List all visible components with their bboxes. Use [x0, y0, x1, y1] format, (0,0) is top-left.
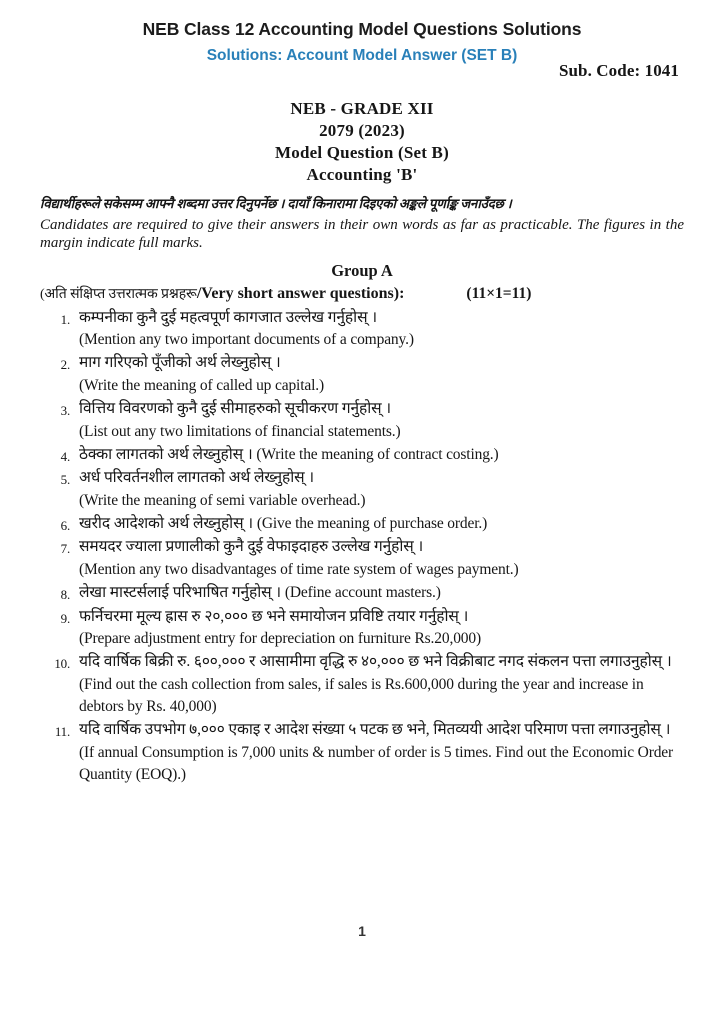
question-row	[40, 582, 684, 605]
page-number: 1	[358, 923, 366, 939]
question-body	[79, 536, 684, 581]
question-number: 2.	[60, 357, 70, 373]
question-type-english: Very short answer questions):	[201, 284, 405, 302]
question-text-nepali: यदि वार्षिक बिक्री रु. ६००,००० र आसामीमा वृद्धि रु ४०,००० छ भने विक्रीबाट नगद संकलन पत्ता लगाउनुहोस् ।	[79, 653, 672, 671]
question-number: 8.	[60, 587, 70, 603]
question-body	[79, 307, 684, 352]
question-row	[40, 352, 684, 397]
question-number: 10.	[54, 656, 70, 672]
question-text-english: (If annual Consumption is 7,000 units & number of order is 5 times. Find out the Economic Order Quantity (EOQ).)	[79, 743, 674, 783]
question-text-nepali: वित्तिय विवरणको कुनै दुई सीमाहरुको सूचीकरण गर्नुहोस् ।	[79, 399, 392, 417]
question-text-english: (Mention any two disadvantages of time rate system of wages payment.)	[79, 561, 519, 579]
question-row	[40, 606, 684, 651]
question-body	[79, 719, 684, 786]
question-type-nepali: (अति संक्षिप्त उत्तरात्मक प्रश्नहरू	[40, 286, 197, 302]
question-number: 4.	[60, 448, 70, 464]
question-body	[79, 444, 684, 467]
exam-subject: Accounting 'B'	[306, 164, 418, 184]
question-text-english: (Prepare adjustment entry for depreciation on furniture Rs.20,000)	[79, 630, 482, 648]
question-text-nepali: खरीद आदेशको अर्थ लेख्नुहोस् ।	[79, 514, 254, 532]
question-text-english: (Write the meaning of semi variable overhead.)	[79, 491, 366, 509]
question-number: 3.	[60, 402, 70, 418]
question-body	[79, 398, 684, 443]
question-number: 6.	[60, 517, 70, 533]
question-text-english: (Write the meaning of called up capital.)	[79, 376, 324, 394]
question-body	[79, 513, 684, 536]
question-body	[79, 651, 684, 718]
question-type-row	[40, 284, 684, 303]
group-marks: (11×1=11)	[466, 284, 532, 302]
question-row	[40, 467, 684, 512]
question-text-inline	[79, 582, 684, 605]
question-text-english: (Define account masters.)	[284, 584, 441, 602]
question-text-nepali: फर्निचरमा मूल्य ह्रास रु २०,००० छ भने समायोजन प्रविष्टि तयार गर्नुहोस् ।	[79, 607, 469, 625]
question-body	[79, 352, 684, 397]
exam-title-block	[40, 98, 684, 185]
question-type-separator: /	[196, 284, 202, 302]
group-heading: Group A	[331, 260, 393, 280]
instruction-english: Candidates are required to give their answers in their own words as far as practicable. The figures in the margin indicate full marks.	[40, 217, 684, 252]
question-text-english: (Mention any two important documents of a company.)	[79, 331, 414, 349]
question-text-nepali: कम्पनीका कुनै दुई महत्वपूर्ण कागजात उल्लेख गर्नुहोस् ।	[79, 308, 377, 326]
site-title: NEB Class 12 Accounting Model Questions Solutions	[142, 19, 582, 39]
instruction-nepali: विद्यार्थीहरूले सकेसम्म आफ्नै शब्दमा उत्तर दिनुपर्नेछ । दायाँ किनारामा दिइएको अङ्कले पूर्णाङ्क जनाउँदछ ।	[40, 196, 512, 212]
question-number: 5.	[60, 472, 70, 488]
exam-paper-set: Model Question (Set B)	[275, 142, 449, 162]
question-number: 1.	[60, 311, 70, 327]
exam-board-grade: NEB - GRADE XII	[290, 99, 434, 119]
question-text-nepali: माग गरिएको पूँजीको अर्थ लेख्नुहोस् ।	[79, 354, 281, 372]
question-row	[40, 536, 684, 581]
question-text-inline	[79, 513, 684, 536]
question-row	[40, 513, 684, 536]
question-text-nepali: लेखा मास्टर्सलाई परिभाषित गर्नुहोस् ।	[79, 584, 282, 602]
question-row	[40, 444, 684, 467]
question-number: 7.	[60, 541, 70, 557]
question-body	[79, 582, 684, 605]
question-row	[40, 398, 684, 443]
question-body	[79, 606, 684, 651]
question-text-english: (Give the meaning of purchase order.)	[256, 514, 488, 532]
question-number: 9.	[60, 610, 70, 626]
question-text-english: (Find out the cash collection from sales, if sales is Rs.600,000 during the year and increase in debtors by Rs. 40,000)	[79, 675, 644, 715]
question-number: 11.	[54, 723, 70, 739]
question-text-nepali: ठेक्का लागतको अर्थ लेख्नुहोस् ।	[79, 445, 253, 463]
question-row	[40, 307, 684, 352]
question-text-nepali: अर्ध परिवर्तनशील लागतको अर्थ लेख्नुहोस् ।	[79, 469, 315, 487]
question-text-inline	[79, 444, 684, 467]
question-row	[40, 651, 684, 718]
question-body	[79, 467, 684, 512]
question-text-english: (List out any two limitations of financial statements.)	[79, 422, 401, 440]
question-text-nepali: यदि वार्षिक उपभोग ७,००० एकाइ र आदेश संख्या ५ पटक छ भने, मितव्ययी आदेश परिमाण पत्ता लगाउनुहोस् ।	[79, 720, 671, 738]
question-row	[40, 719, 684, 786]
site-subtitle: Solutions: Account Model Answer (SET B)	[206, 47, 518, 65]
exam-year: 2079 (2023)	[319, 121, 405, 141]
question-text-english: (Write the meaning of contract costing.)	[256, 445, 499, 463]
subject-code: Sub. Code: 1041	[558, 61, 679, 81]
question-text-nepali: समयदर ज्याला प्रणालीको कुनै दुई वेफाइदाहरु उल्लेख गर्नुहोस् ।	[79, 538, 424, 556]
question-list	[40, 307, 684, 786]
